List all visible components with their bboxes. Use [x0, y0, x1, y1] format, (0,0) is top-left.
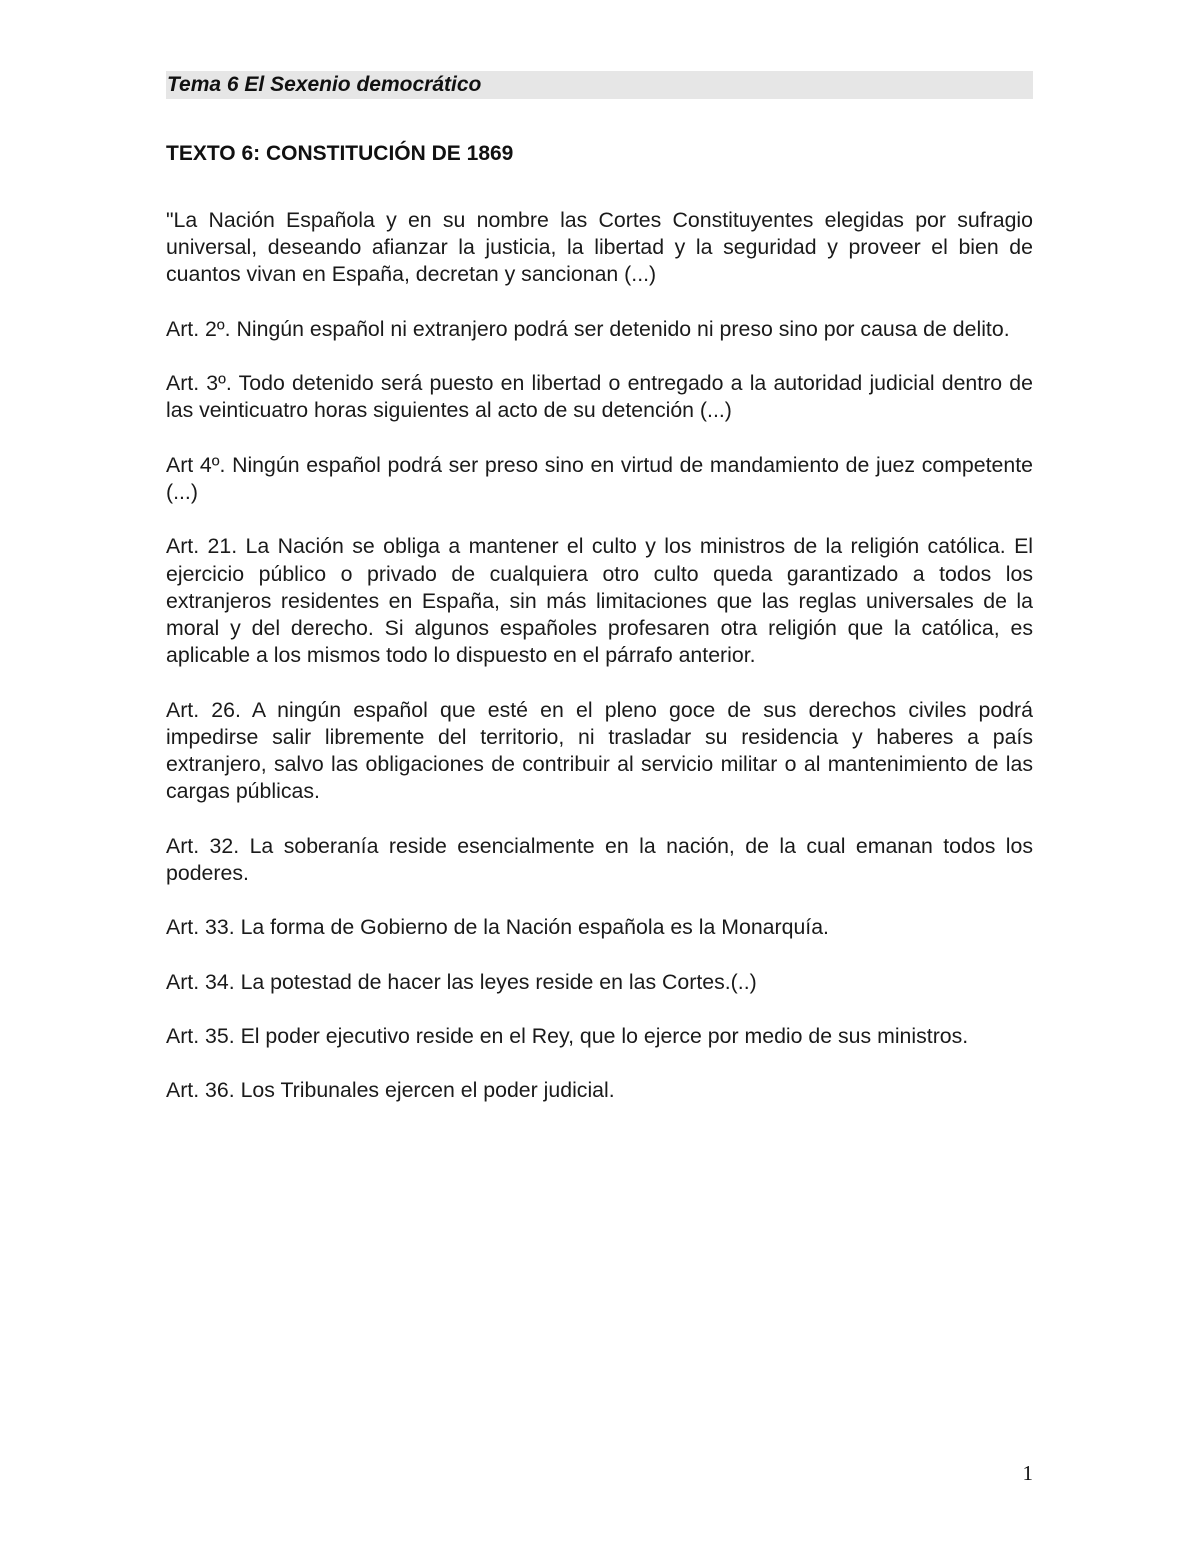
- header-title: Tema 6 El Sexenio democrático: [167, 73, 482, 96]
- page-number: 1: [1022, 1461, 1033, 1485]
- article-36-paragraph: Art. 36. Los Tribunales ejercen el poder judicial.: [166, 1078, 615, 1103]
- article-35-paragraph: Art. 35. El poder ejecutivo reside en el Rey, que lo ejerce por medio de sus ministros.: [166, 1023, 969, 1048]
- article-33-paragraph: Art. 33. La forma de Gobierno de la Nación española es la Monarquía.: [166, 915, 829, 940]
- article-4-paragraph: Art 4º. Ningún español podrá ser preso sino en virtud de mandamiento de juez competente (...): [166, 452, 1033, 504]
- article-32-paragraph: Art. 32. La soberanía reside esencialmente en la nación, de la cual emanan todos los poderes.: [166, 833, 1033, 885]
- document-body: [166, 207, 1033, 1132]
- document-title: TEXTO 6: CONSTITUCIÓN DE 1869: [166, 142, 514, 165]
- article-3-paragraph: Art. 3º. Todo detenido será puesto en libertad o entregado a la autoridad judicial dentro de las veinticuatro horas siguientes al acto de su detención (...): [166, 371, 1033, 423]
- article-21-paragraph: Art. 21. La Nación se obliga a mantener el culto y los ministros de la religión católica. El ejercicio público o privado de cualquiera otro culto queda garantizado a todos los extranjeros residentes en España, sin más limitaciones que las reglas universales de la moral y del derecho. Si algunos españoles profesaren otra religión que la católica, es aplicable a los mismos todo lo dispuesto en el párrafo anterior.: [166, 534, 1033, 668]
- article-26-paragraph: Art. 26. A ningún español que esté en el pleno goce de sus derechos civiles podrá impedirse salir libremente del territorio, ni trasladar su residencia y haberes a país extranjero, salvo las obligaciones de contribuir al servicio militar o al mantenimiento de las cargas públicas.: [166, 697, 1033, 804]
- article-2-paragraph: Art. 2º. Ningún español ni extranjero podrá ser detenido ni preso sino por causa de delito.: [166, 316, 1010, 341]
- article-34-paragraph: Art. 34. La potestad de hacer las leyes reside en las Cortes.(..): [166, 969, 757, 994]
- preamble-paragraph: "La Nación Española y en su nombre las Cortes Constituyentes elegidas por sufragio universal, deseando afianzar la justicia, la libertad y la seguridad y proveer el bien de cuantos vivan en España, decretan y sancionan (...): [166, 208, 1033, 287]
